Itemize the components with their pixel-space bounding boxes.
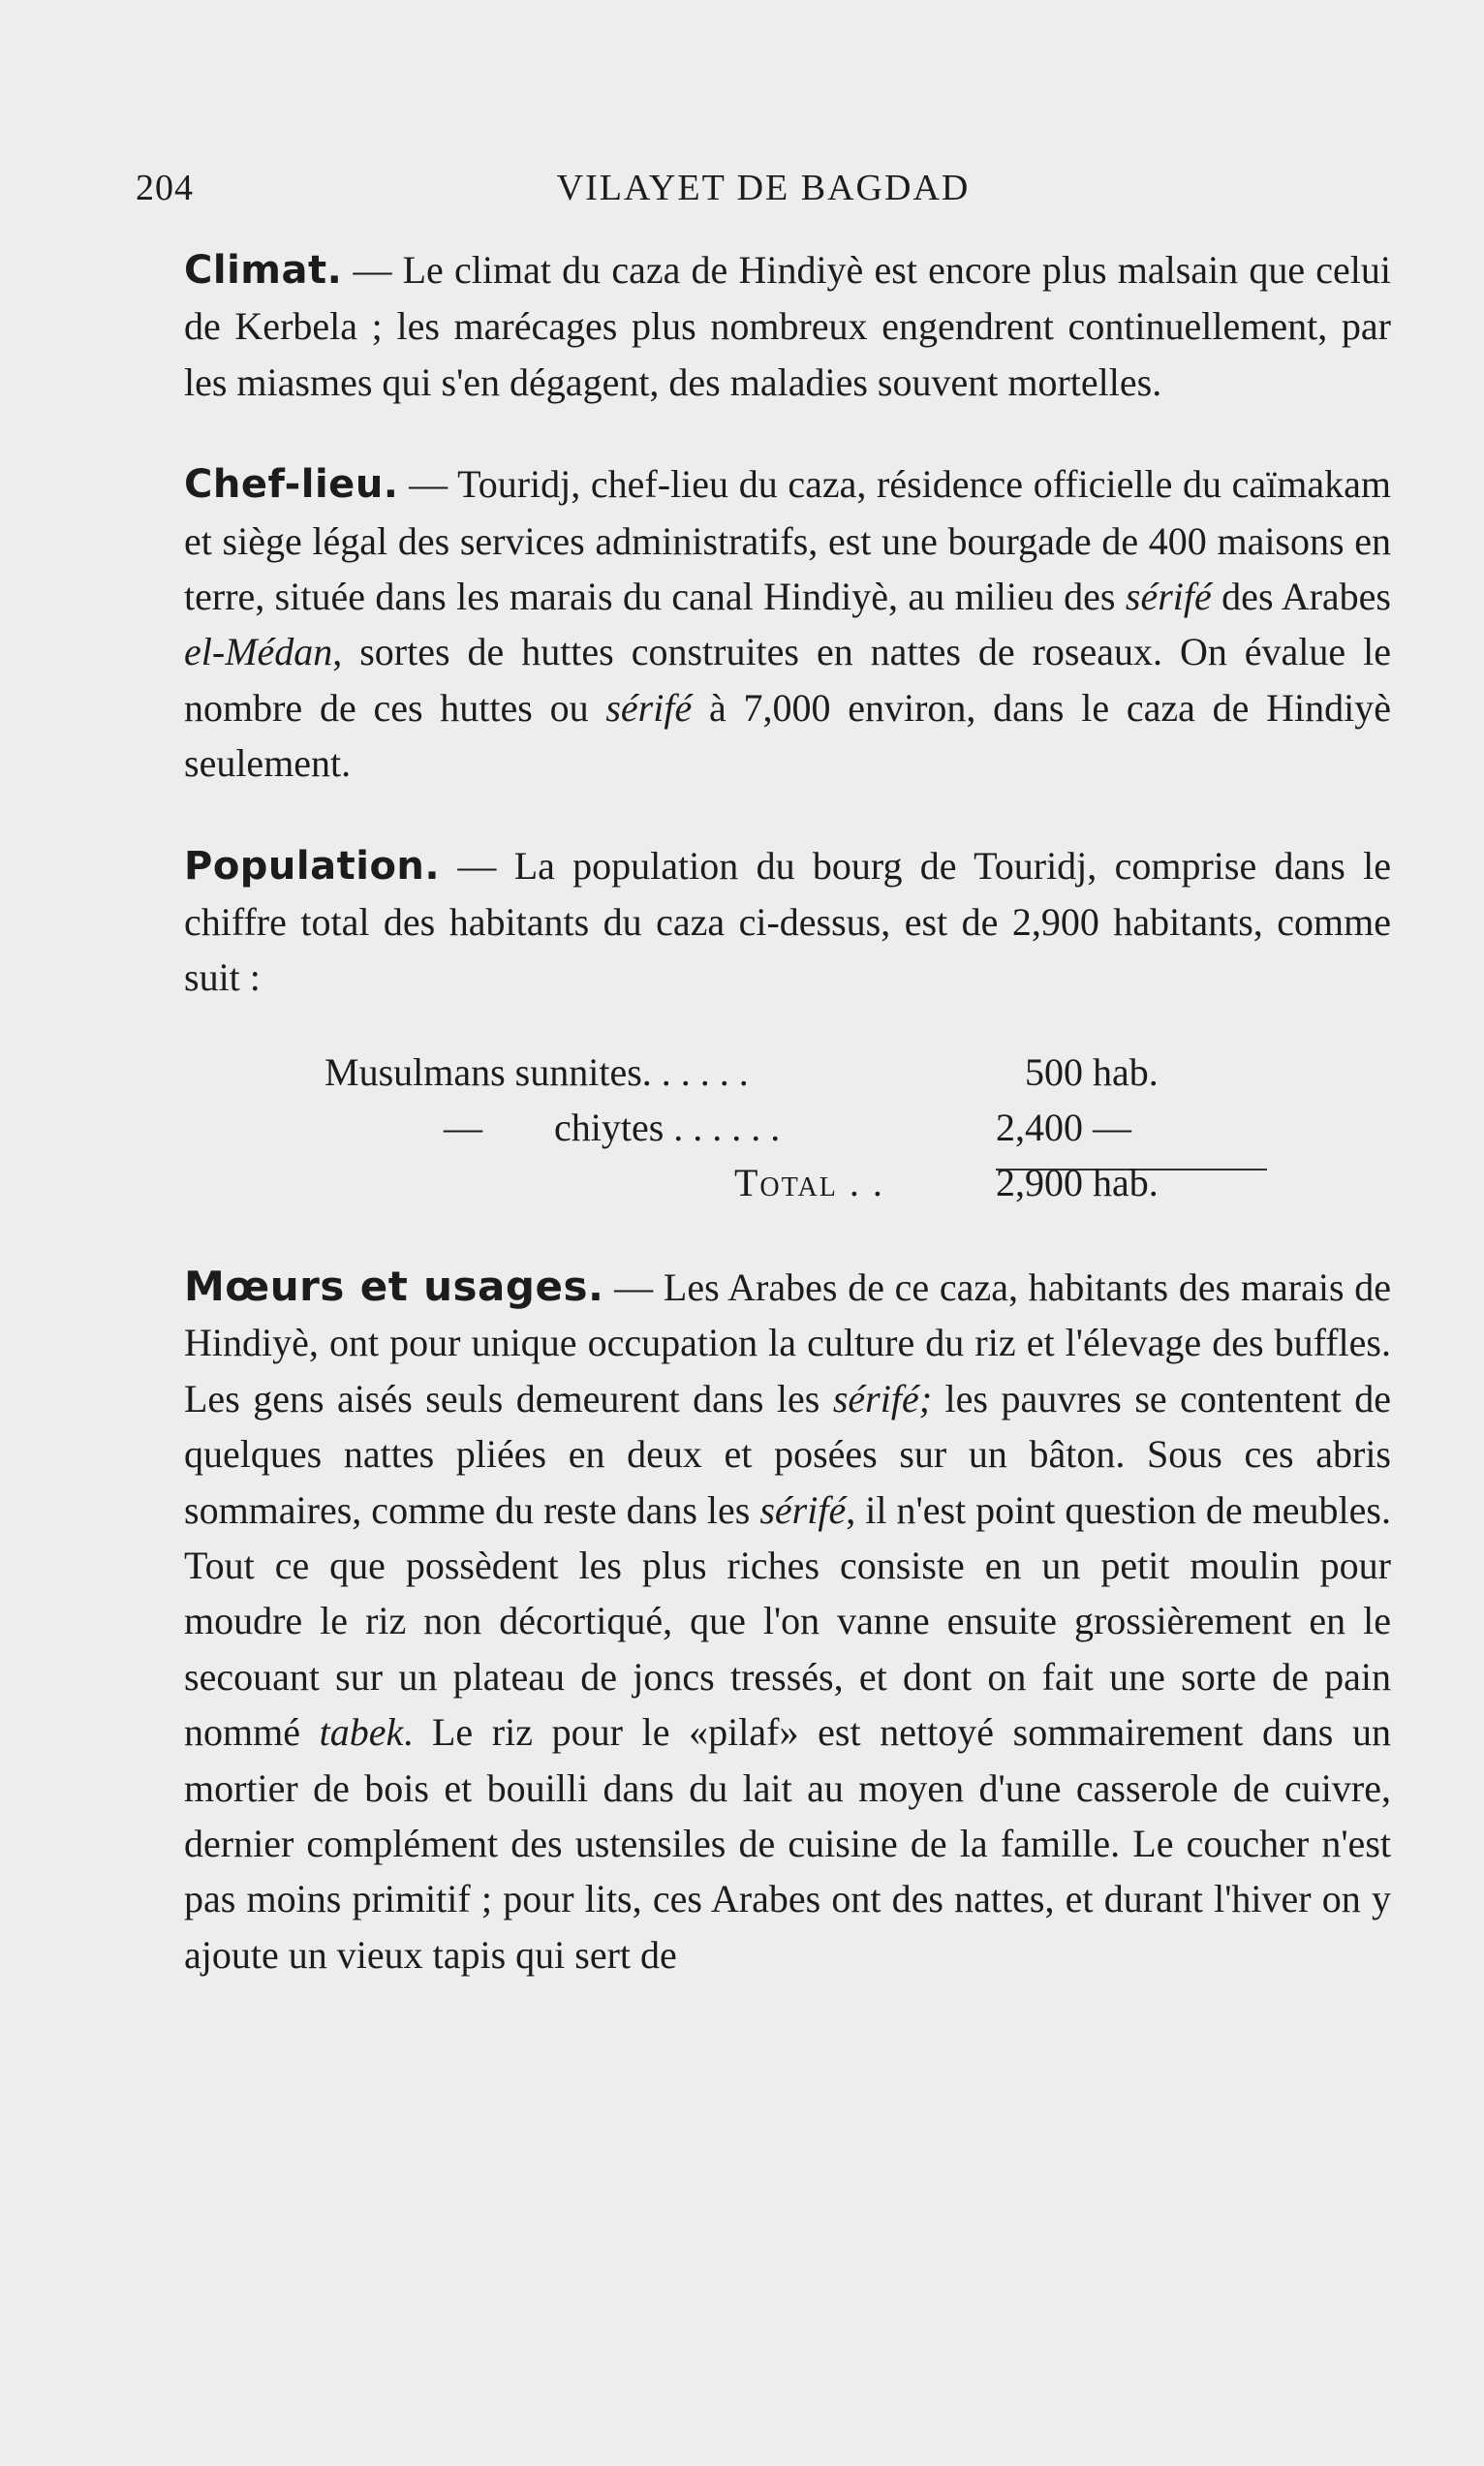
paragraph-climat bbox=[136, 242, 1391, 410]
text-population: — La population du bourg de Touridj, comprise dans le chiffre total des habitants du caza ci-dessus, est de 2,900 habitants, comme suit : bbox=[184, 843, 1391, 1000]
text-moeurs-3: , il n'est point question de meubles. Tout ce que possèdent les plus riches consiste en un petit moulin pour moudre le riz non décortiqué, que l'on vanne ensuite grossièrement en le secouant sur un plateau de joncs tressés, et dont on fait une sorte de pain nommé bbox=[184, 1487, 1391, 1755]
table-row-total bbox=[136, 1155, 1391, 1210]
heading-moeurs: Mœurs et usages. bbox=[184, 1262, 604, 1310]
text-moeurs-2: les pauvres se contentent de quelques nattes pliées en deux et posées sur un bâton. Sous ces abris sommaires, comme du reste dans les bbox=[184, 1376, 1391, 1532]
paragraph-chef-lieu bbox=[136, 456, 1391, 791]
table-row-sunnites bbox=[136, 1045, 1391, 1100]
label-total: Total . . bbox=[734, 1160, 884, 1204]
text-chef-lieu-1: — Touridj, chef-lieu du caza, résidence officielle du caïmakam et siège légal des services administratifs, est une bourgade de 400 maisons en terre, située dans les marais du canal Hindiyè, au milieu des bbox=[184, 462, 1391, 619]
page-number: 204 bbox=[136, 168, 194, 208]
value-chiytes: 2,400 — bbox=[996, 1105, 1131, 1149]
body-text bbox=[136, 242, 1391, 1982]
paragraph-population bbox=[136, 838, 1391, 1006]
text-chef-lieu-4: à 7,000 environ, dans le caza de Hindiyè seulement. bbox=[184, 685, 1392, 786]
paragraph-moeurs bbox=[136, 1259, 1391, 1982]
page-header bbox=[136, 163, 1391, 221]
population-table bbox=[136, 1045, 1391, 1210]
italic-tabek: tabek bbox=[319, 1710, 404, 1755]
italic-serife-2: sérifé bbox=[605, 685, 693, 730]
heading-climat: Climat. bbox=[184, 248, 343, 293]
text-climat: — Le climat du caza de Hindiyè est encore plus malsain que celui de Kerbela ; les marécages plus nombreux engendrent continuellement, par les miasmes qui s'en dégagent, des maladies souvent mortelles. bbox=[184, 248, 1391, 404]
text-chef-lieu-2: des Arabes bbox=[1211, 575, 1391, 619]
dash-ditto: — bbox=[444, 1105, 482, 1149]
italic-serife-3: sérifé; bbox=[832, 1376, 933, 1420]
label-sunnites: Musulmans sunnites. . . . . . bbox=[325, 1049, 749, 1094]
italic-el-medan: el-Médan bbox=[184, 630, 333, 674]
text-chef-lieu-3: , sortes de huttes construites en nattes de roseaux. On évalue le nombre de ces huttes ou bbox=[184, 630, 1391, 730]
text-moeurs-1: — Les Arabes de ce caza, habitants des marais de Hindiyè, ont pour unique occupation la culture du riz et l'élevage des buffles. Les gens aisés seuls demeurent dans les bbox=[184, 1264, 1392, 1420]
italic-serife-4: sérifé bbox=[759, 1487, 847, 1532]
value-total: 2,900 hab. bbox=[996, 1160, 1159, 1204]
running-title: VILAYET DE BAGDAD bbox=[556, 168, 971, 208]
label-chiytes: chiytes . . . . . . bbox=[554, 1105, 781, 1149]
italic-serife-1: sérifé bbox=[1125, 575, 1212, 619]
heading-population: Population. bbox=[184, 843, 441, 889]
table-row-chiytes bbox=[136, 1100, 1391, 1155]
value-sunnites: 500 hab. bbox=[1025, 1049, 1159, 1094]
heading-chef-lieu: Chef-lieu. bbox=[184, 462, 399, 508]
text-moeurs-4: . Le riz pour le «pilaf» est nettoyé sommairement dans un mortier de bois et bouilli dans du lait au moyen d'une casserole de cuivre, dernier complément des ustensiles de cuisine de la famille. Le coucher n'est pas moins primitif ; pour lits, ces Arabes ont des nattes, et durant l'hiver on y ajoute un vieux tapis qui sert de bbox=[184, 1710, 1391, 1977]
